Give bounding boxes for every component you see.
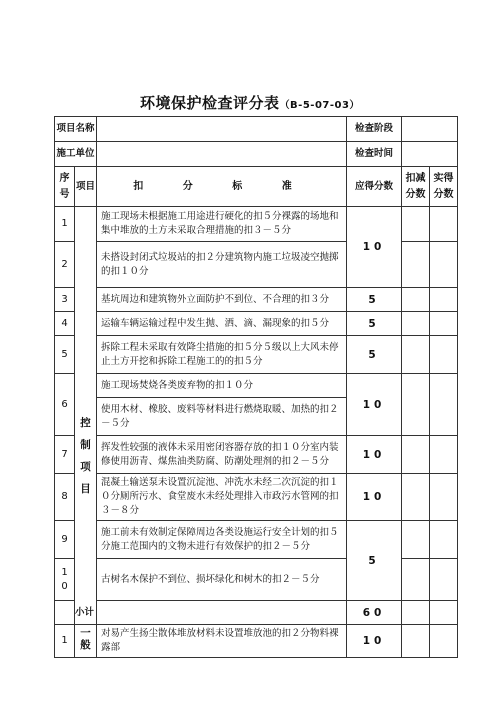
table-row (55, 336, 458, 374)
table-row (55, 521, 458, 559)
actual-cell[interactable] (430, 207, 458, 242)
row-seq: 9 (55, 521, 75, 559)
project-name-row (55, 117, 458, 142)
check-stage-label: 检查阶段 (347, 117, 402, 142)
row-criteria: 对易产生扬尘散体堆放材料未设置堆放池的扣２分物料裸露部 (97, 625, 347, 658)
row-seq: 4 (55, 312, 75, 336)
table-row (55, 474, 458, 521)
table-row (55, 436, 458, 474)
contractor-row (55, 142, 458, 167)
row-seq: 1 (55, 207, 75, 242)
actual-cell[interactable] (430, 559, 458, 601)
score-row-6: 10 (347, 374, 402, 436)
table-row (55, 312, 458, 336)
score-group-1-2: 10 (347, 207, 402, 288)
col-actual: 实得 分数 (430, 167, 458, 207)
row-seq: 1 (55, 625, 75, 658)
deduct-cell[interactable] (402, 288, 430, 312)
row-criteria: 施工现场焚烧各类废弃物的扣１０分 (97, 374, 347, 398)
project-name-label: 项目名称 (55, 117, 97, 142)
column-header-row (55, 167, 458, 207)
table-row (55, 288, 458, 312)
row-seq: 3 (55, 288, 75, 312)
row-criteria: 古树名木保护不到位、损坏绿化和树木的扣２－５分 (97, 559, 347, 601)
actual-cell[interactable] (430, 474, 458, 521)
deduct-cell[interactable] (402, 474, 430, 521)
actual-cell[interactable] (430, 336, 458, 374)
deduct-cell[interactable] (402, 374, 430, 436)
col-seq: 序 号 (55, 167, 75, 207)
actual-cell[interactable] (430, 521, 458, 559)
actual-cell[interactable] (430, 436, 458, 474)
general-category-cell: 一 般 (75, 625, 97, 658)
subtotal-row (55, 601, 458, 625)
page-title (0, 92, 500, 113)
deduct-cell[interactable] (402, 521, 430, 559)
row-seq: 6 (55, 374, 75, 436)
row-criteria: 运输车辆运输过程中发生抛、洒、滴、漏现象的扣５分 (97, 312, 347, 336)
contractor-label: 施工单位 (55, 142, 97, 167)
subtotal-label: 小计 (55, 601, 347, 625)
score-row-8: 10 (347, 474, 402, 521)
deduct-cell[interactable] (402, 336, 430, 374)
row-criteria: 挥发性较强的液体未采用密闭容器存放的扣１０分室内装修使用沥青、煤焦油类防腐、防潮处理剂的扣２－５分 (97, 436, 347, 474)
deduct-cell[interactable] (402, 559, 430, 601)
score-row-5: 5 (347, 336, 402, 374)
actual-cell[interactable] (430, 242, 458, 288)
score-row-4: 5 (347, 312, 402, 336)
col-item: 项目 (75, 167, 97, 207)
deduct-cell[interactable] (402, 601, 430, 625)
row-seq: 5 (55, 336, 75, 374)
actual-cell[interactable] (430, 374, 458, 436)
table-row (55, 374, 458, 398)
row-seq: 7 (55, 436, 75, 474)
row-criteria: 施工现场未根据施工用途进行硬化的扣５分裸露的场地和集中堆放的土方未采取合理措施的扣３－５分 (97, 207, 347, 242)
deduct-cell[interactable] (402, 436, 430, 474)
title-code: （B-5-07-03） (279, 100, 360, 111)
score-general-1: 10 (347, 625, 402, 658)
deduct-cell[interactable] (402, 242, 430, 288)
title-main: 环境保护检查评分表 (140, 94, 280, 112)
check-time-field[interactable] (402, 142, 458, 167)
col-criteria: 扣 分 标 准 (97, 167, 347, 207)
row-criteria: 拆除工程未采取有效降尘措施的扣５分５级以上大风未停止土方开挖和拆除工程施工的的扣５分 (97, 336, 347, 374)
row-criteria: 未搭设封闭式垃圾站的扣２分建筑物内施工垃圾凌空抛掷的扣１０分 (97, 242, 347, 288)
subtotal-score: 60 (347, 601, 402, 625)
row-criteria: 使用木材、橡胶、废料等材料进行燃烧取暖、加热的扣２－５分 (97, 398, 347, 436)
check-stage-field[interactable] (402, 117, 458, 142)
contractor-field[interactable] (97, 142, 347, 167)
actual-cell[interactable] (430, 601, 458, 625)
project-name-field[interactable] (97, 117, 347, 142)
evaluation-table (54, 116, 458, 658)
actual-cell[interactable] (430, 625, 458, 658)
table-row (55, 207, 458, 242)
deduct-cell[interactable] (402, 312, 430, 336)
row-criteria: 混凝土输送泵未设置沉淀池、冲洗水未经二次沉淀的扣１０分厕所污水、食堂废水未经处理排入市政污水管网的扣３－８分 (97, 474, 347, 521)
row-seq: 8 (55, 474, 75, 521)
table-row (55, 625, 458, 658)
score-row-3: 5 (347, 288, 402, 312)
score-row-7: 10 (347, 436, 402, 474)
row-criteria: 基坑周边和建筑物外立面防护不到位、不合理的扣３分 (97, 288, 347, 312)
control-category-cell: 控 制 项 目 (75, 207, 97, 625)
row-seq: 2 (55, 242, 75, 288)
deduct-cell[interactable] (402, 207, 430, 242)
deduct-cell[interactable] (402, 625, 430, 658)
check-time-label: 检查时间 (347, 142, 402, 167)
score-group-9-10: 5 (347, 521, 402, 601)
actual-cell[interactable] (430, 312, 458, 336)
col-deduct: 扣减 分数 (402, 167, 430, 207)
col-required-score: 应得分数 (347, 167, 402, 207)
row-criteria: 施工前未有效制定保障周边各类设施运行安全计划的扣５分施工范围内的文物未进行有效保护的扣２－５分 (97, 521, 347, 559)
actual-cell[interactable] (430, 288, 458, 312)
row-seq: 1 0 (55, 559, 75, 601)
